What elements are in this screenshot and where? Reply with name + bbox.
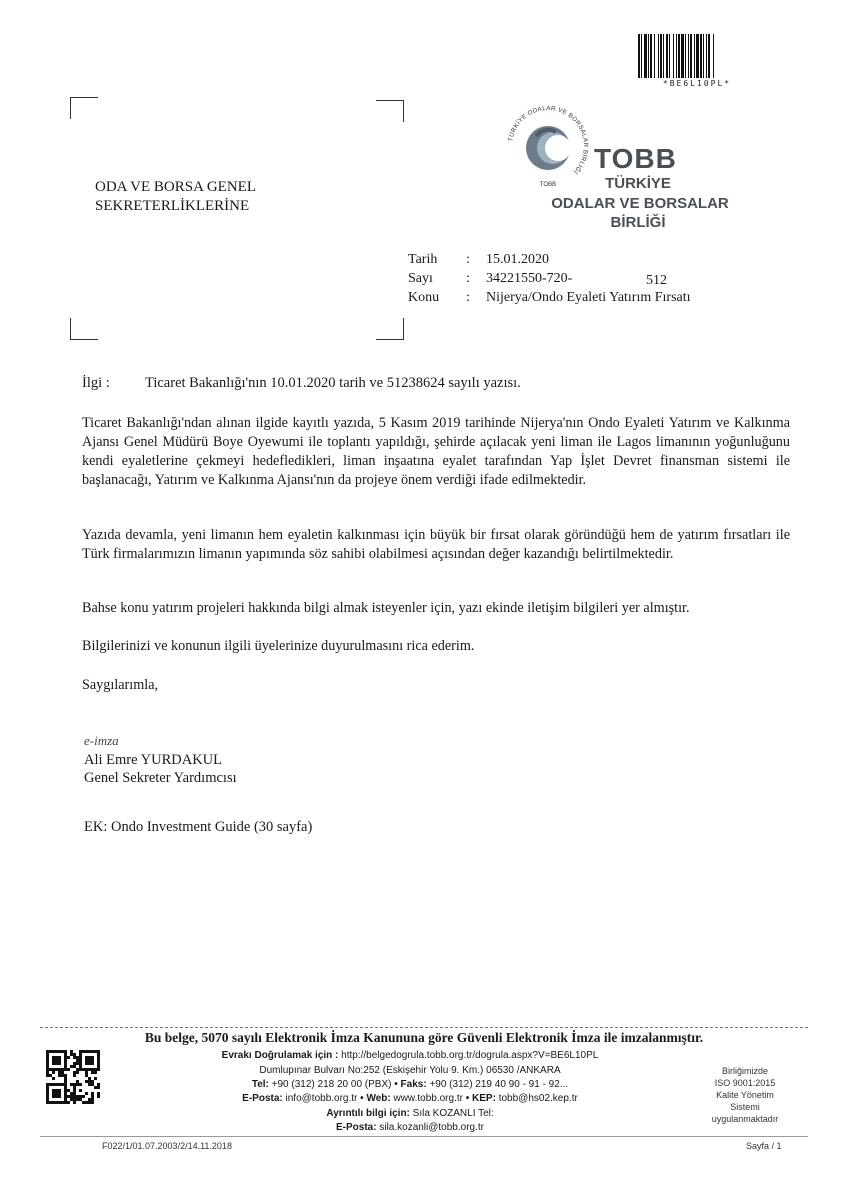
web-label: Web: (366, 1093, 391, 1104)
tobb-seal-logo (498, 96, 598, 196)
number-sep: : (466, 271, 470, 286)
tobb-line-3: BİRLİĞİ (610, 214, 666, 231)
footer-divider (40, 1027, 808, 1028)
body-paragraph-2: Yazıda devamla, yeni limanın hem eyaletin kalkınması için büyük bir fırsat olarak göründüğü hem de yatırım fırsatları ile Türk firmalarımızın limanın yapımında söz sahibi olabilmesi açısından değer kazandığı belirtilmektedir. (82, 527, 790, 562)
web-value[interactable]: www.tobb.org.tr (393, 1093, 463, 1104)
info-email-value[interactable]: sila.kozanli@tobb.org.tr (379, 1122, 484, 1133)
qr-code (46, 1050, 100, 1104)
kep-value[interactable]: tobb@hs02.kep.tr (498, 1093, 578, 1104)
page-number: Sayfa / 1 (746, 1141, 782, 1151)
number-label: Sayı (408, 271, 433, 286)
svg-text:TÜRKİYE ODALAR VE BORSALAR BİR: TÜRKİYE ODALAR VE BORSALAR BİRLİĞİ (507, 104, 590, 176)
verify-line (150, 1049, 670, 1064)
contact-line: E-Posta: info@tobb.org.tr • Web: www.tobb.org.tr • KEP: tobb@hs02.kep.tr (242, 1093, 578, 1104)
tobb-line-1: TÜRKİYE (605, 175, 671, 192)
kep-label: KEP: (472, 1093, 496, 1104)
recipient-line-2: SEKRETERLİKLERİNE (95, 198, 250, 214)
iso-line: Sistemi (730, 1102, 760, 1112)
footer-title: Bu belge, 5070 sayılı Elektronik İmza Kanununa göre Güvenli Elektronik İmza ile imzalanmıştır. (144, 1030, 704, 1045)
phone-line: Tel: +90 (312) 218 20 00 (PBX) • Faks: +90 (312) 219 40 90 - 91 - 92... (251, 1079, 569, 1090)
info-value: Sıla KOZANLI Tel: (412, 1108, 494, 1119)
signer-title: Genel Sekreter Yardımcısı (84, 770, 237, 786)
info-label: Ayrıntılı bilgi için: (326, 1108, 410, 1119)
info-email-label: E-Posta: (336, 1122, 377, 1133)
subject-value: Nijerya/Ondo Eyaleti Yatırım Fırsatı (486, 290, 691, 305)
info-email-line (150, 1121, 670, 1136)
bracket-top-left (70, 97, 98, 119)
iso-line: Kalite Yönetim (716, 1090, 774, 1100)
closing: Saygılarımla, (82, 677, 159, 693)
number-value: 34221550-720- (486, 271, 573, 286)
body-paragraph-1: Ticaret Bakanlığı'ndan alınan ilgide kayıtlı yazıda, 5 Kasım 2019 tarihinde Nijerya'nın Ondo Eyaleti Yatırım ve Kalkınma Ajansı Genel Müdürü Boye Oyewumi ile toplantı yapıldığı, şehirde açılacak yeni liman ile Lagos limanının yoğunluğunu kendi eyaletlerine çekmeyi hedefledikleri, liman inşaatına eyalet tarafından Yap İşlet Devret finansman sistemi ile başlanacağı, Yatırım ve Kalkınma Ajansı'nın da projeye önem verdiği ifade edilmektedir. (82, 415, 790, 488)
signer-name: Ali Emre YURDAKUL (84, 752, 222, 768)
subject-sep: : (466, 290, 470, 305)
attachment: EK: Ondo Investment Guide (30 sayfa) (84, 819, 313, 835)
ilgi-label: İlgi : (82, 375, 110, 391)
iso-line: uygulanmaktadır (711, 1114, 779, 1124)
recipient-line-1: ODA VE BORSA GENEL (95, 179, 256, 195)
subject-label: Konu (408, 290, 440, 305)
tobb-brand: TOBB (594, 143, 677, 174)
email-label: E-Posta: (242, 1093, 283, 1104)
verify-label: Evrakı Doğrulamak için : (221, 1050, 339, 1061)
iso-note (690, 1065, 800, 1125)
address-line: Dumlupınar Bulvarı No:252 (Eskişehir Yolu 9. Km.) 06530 /ANKARA (259, 1065, 561, 1076)
fax-value: +90 (312) 219 40 90 - 91 - 92... (429, 1079, 569, 1090)
tel-label: Tel: (251, 1079, 269, 1090)
body-paragraph-3: Bahse konu yatırım projeleri hakkında bilgi almak isteyenler için, yazı ekinde iletişim bilgileri yer almıştır. (82, 600, 690, 616)
tobb-line-2: ODALAR VE BORSALAR (551, 195, 729, 212)
verify-url[interactable]: http://belgedogrula.tobb.org.tr/dogrula.aspx?V=BE6L10PL (341, 1050, 599, 1061)
bracket-top-right (376, 100, 404, 122)
date-value: 15.01.2020 (486, 252, 549, 267)
number-suffix: 512 (646, 273, 667, 288)
iso-line: Birliğimizde (721, 1066, 768, 1076)
date-sep: : (466, 252, 470, 267)
body-paragraph-4: Bilgilerinizi ve konunun ilgili üyelerinize duyurulmasını rica ederim. (82, 638, 475, 654)
iso-line: ISO 9001:2015 (714, 1078, 776, 1088)
fax-label: Faks: (400, 1079, 427, 1090)
tel-value: +90 (312) 218 20 00 (PBX) (271, 1079, 392, 1090)
e-signature-mark: e-imza (84, 733, 119, 748)
form-code: F022/1/01.07.2003/2/14.11.2018 (102, 1141, 232, 1151)
recipient (95, 178, 256, 216)
info-line (150, 1107, 670, 1122)
date-label: Tarih (408, 252, 438, 267)
barcode (638, 34, 756, 78)
barcode-text: *BE6L10PL* (662, 79, 732, 88)
email-value[interactable]: info@tobb.org.tr (285, 1093, 358, 1104)
svg-text:TOBB: TOBB (539, 182, 557, 188)
bracket-bottom-left (70, 318, 98, 340)
footer-bottom-rule (40, 1136, 808, 1137)
bracket-bottom-right (376, 318, 404, 340)
ilgi-text: Ticaret Bakanlığı'nın 10.01.2020 tarih ve 51238624 sayılı yazısı. (145, 375, 521, 391)
barcode-bar (713, 34, 714, 78)
